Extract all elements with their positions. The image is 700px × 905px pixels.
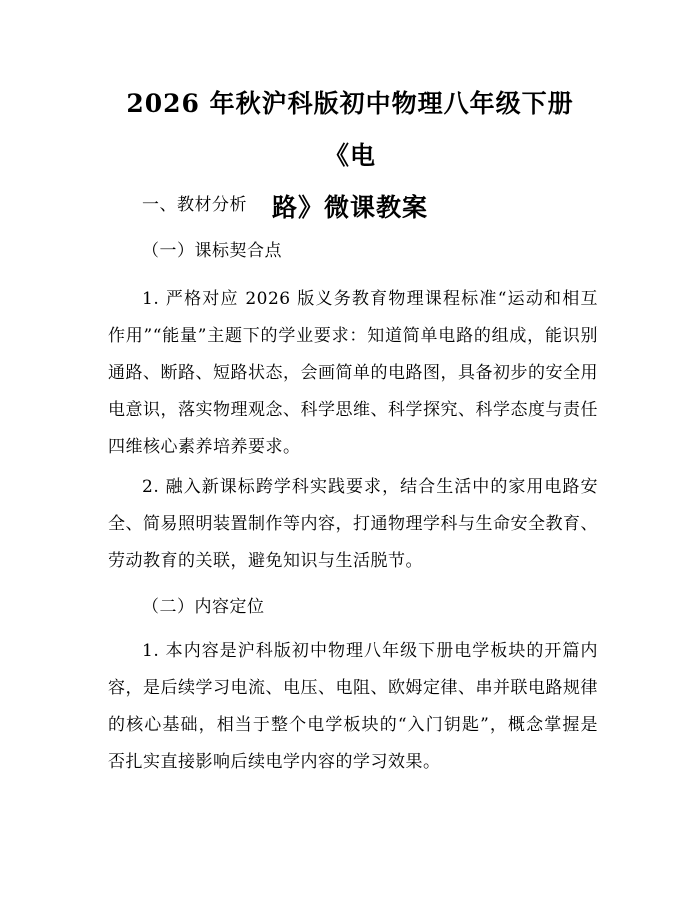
title-line-1: 2026 年秋沪科版初中物理八年级下册《电 [126, 89, 574, 170]
subsection-heading-content-positioning: （二）内容定位 [142, 597, 265, 617]
title-line-2: 路》微课教案 [271, 193, 428, 222]
section-heading-materials-analysis: 一、教材分析 [142, 195, 247, 215]
paragraph-curriculum-item-2: 2. 融入新课标跨学科实践要求，结合生活中的家用电路安全、简易照明装置制作等内容，打通物理学科与生命安全教育、劳动教育的关联，避免知识与生活脱节。 [108, 477, 598, 571]
subsection-heading-curriculum-fit: （一）课标契合点 [142, 241, 282, 261]
paragraph-positioning-item-1: 1. 本内容是沪科版初中物理八年级下册电学板块的开篇内容，是后续学习电流、电压、电阻、欧姆定律、串并联电路规律的核心基础，相当于整个电学板块的“入门钥匙”，概念掌握是否扎实直接影响后续电学内容的学习效果。 [108, 641, 598, 772]
paragraph-curriculum-item-1: 1. 严格对应 2026 版义务教育物理课程标准“运动和相互作用”“能量”主题下的学业要求：知道简单电路的组成，能识别通路、断路、短路状态，会画简单的电路图，具备初步的安全用电意识，落实物理观念、科学思维、科学探究、科学态度与责任四维核心素养培养要求。 [108, 289, 598, 457]
